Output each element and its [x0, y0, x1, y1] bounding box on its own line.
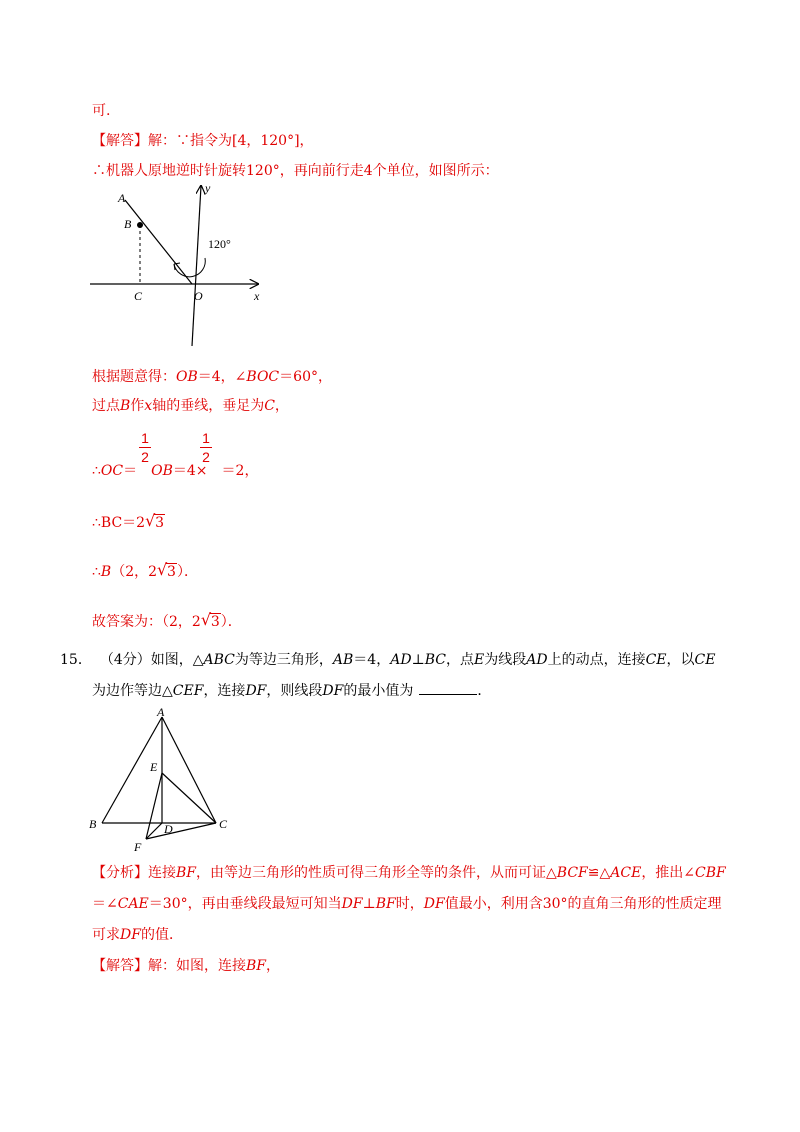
label-x: x	[254, 289, 260, 303]
segment-ac	[162, 717, 216, 823]
label-c: C	[219, 817, 228, 831]
text-line-1	[92, 100, 110, 120]
segment-fc	[146, 823, 216, 839]
text: （4分）如图，△	[99, 652, 204, 668]
fraction-numerator: 1	[202, 430, 210, 446]
text: AD	[526, 652, 548, 668]
text: ，以	[666, 652, 695, 668]
text: 可求	[92, 927, 120, 943]
text: C	[264, 398, 275, 414]
segment-ef	[146, 773, 162, 839]
text: B	[100, 564, 112, 580]
fraction-denominator: 2	[202, 449, 210, 465]
question-15-line-2	[92, 680, 491, 700]
text: AB	[332, 652, 354, 668]
analysis-line-3	[92, 924, 183, 944]
text: 时，	[395, 896, 424, 912]
text: 过点	[92, 398, 120, 414]
text: ）．	[220, 614, 242, 630]
label-f: F	[134, 840, 142, 854]
point-b	[137, 222, 143, 228]
text: 上的动点，连接	[547, 652, 646, 668]
text: ＝	[123, 463, 138, 479]
text-line-2	[92, 130, 314, 150]
label-a: A	[157, 705, 165, 719]
text: ，连接	[203, 683, 246, 699]
text: BC	[424, 652, 446, 668]
text-line-5	[92, 395, 289, 415]
text: OB	[151, 463, 173, 479]
text: OB	[176, 369, 198, 385]
text: 的值．	[140, 927, 183, 943]
text: 【分析】连接	[92, 865, 176, 881]
segment-ec	[162, 773, 216, 823]
question-15-line-1	[60, 649, 715, 669]
text: ⊥	[362, 896, 376, 912]
text: ACE	[610, 865, 642, 881]
text: ，	[266, 958, 281, 974]
text: BOC	[246, 369, 280, 385]
label-y: y	[205, 181, 211, 195]
text: ∴	[92, 564, 101, 580]
text-line-6	[92, 460, 258, 480]
fraction-denominator: 2	[141, 449, 149, 465]
text: 的最小值为	[343, 683, 414, 699]
label-angle: 120°	[208, 237, 231, 251]
label-b: B	[124, 217, 132, 231]
text: DF	[322, 683, 344, 699]
text: ＝60°，	[279, 369, 332, 385]
text: 根据题意得：	[92, 369, 176, 385]
text: ＝30°，再由垂线段最短可知当	[148, 896, 342, 912]
sqrt-value: 3	[210, 614, 220, 630]
text: DF	[245, 683, 267, 699]
analysis-line-1	[92, 862, 726, 882]
label-o: O	[194, 289, 203, 303]
text: CEF	[172, 683, 204, 699]
text: ∴机器人原地逆时针旋转120°，再向前行走4个单位，如图所示：	[92, 163, 499, 179]
text: 为等边三角形，	[234, 652, 333, 668]
analysis-line-2	[92, 893, 722, 913]
sqrt-symbol: √ 3	[200, 610, 220, 630]
text: 为线段	[484, 652, 527, 668]
sqrt-value: 3	[167, 564, 176, 580]
text-line-4	[92, 366, 332, 386]
ray-oa	[125, 200, 192, 284]
text: ，点	[446, 652, 474, 668]
text: ≌△	[587, 865, 611, 881]
text: ，由等边三角形的性质可得三角形全等的条件，从而可证△	[196, 865, 557, 881]
text: BF	[246, 958, 267, 974]
y-axis	[192, 186, 201, 346]
text: ABC	[203, 652, 235, 668]
text: ∴	[92, 463, 101, 479]
label-e: E	[150, 760, 158, 774]
text: 轴的垂线，垂足为	[152, 398, 265, 414]
text: E	[474, 652, 485, 668]
text: ＝4，	[353, 652, 391, 668]
text: AD	[390, 652, 412, 668]
text: 作	[130, 398, 145, 414]
text-line-3	[92, 160, 499, 180]
text: （2，2	[111, 564, 158, 580]
text: B	[120, 398, 131, 414]
text-line-9	[92, 611, 242, 631]
text: ＝2，	[221, 463, 259, 479]
label-b: B	[89, 817, 97, 831]
text: CE	[694, 652, 716, 668]
text: ．	[477, 683, 492, 699]
answer-blank[interactable]	[419, 682, 477, 695]
label-d: D	[164, 822, 173, 836]
text: ＝4，∠	[197, 369, 247, 385]
text: CE	[645, 652, 667, 668]
text: 【解答】解：如图，连接	[92, 958, 246, 974]
text: BF	[176, 865, 197, 881]
text: CAE	[117, 896, 149, 912]
text-line-8	[92, 561, 198, 581]
text: ，	[274, 398, 289, 414]
text: ）．	[176, 564, 198, 580]
text: CBF	[695, 865, 726, 881]
label-c: C	[134, 289, 143, 303]
coordinate-figure	[88, 178, 273, 350]
analysis-line-4	[92, 955, 280, 975]
text: ∴BC＝2	[92, 515, 146, 531]
label-a: A	[118, 191, 126, 205]
text: OC	[100, 463, 124, 479]
sqrt-symbol: √ 3	[145, 511, 164, 531]
text: ＝4×	[172, 463, 208, 479]
text: 可.	[92, 103, 111, 119]
text: BF	[375, 896, 396, 912]
text: 值最小，利用含30°的直角三角形的性质定理	[444, 896, 722, 912]
sqrt-symbol: √ 3	[157, 560, 176, 580]
fraction-numerator: 1	[141, 430, 149, 446]
text: 【解答】解：∵指令为[4，120°]，	[92, 133, 314, 149]
text-line-7	[92, 512, 165, 532]
question-number: 15．	[60, 652, 92, 668]
text: 故答案为：（2，2	[92, 614, 201, 630]
text: DF	[423, 896, 445, 912]
text: x	[144, 398, 153, 414]
triangle-figure	[86, 705, 236, 855]
sqrt-value: 3	[155, 515, 164, 531]
text: BCF	[556, 865, 588, 881]
text: DF	[120, 927, 141, 943]
text: ，则线段	[266, 683, 323, 699]
text: 为边作等边△	[92, 683, 173, 699]
text: ⊥	[411, 652, 425, 668]
text: ＝∠	[92, 896, 118, 912]
text: DF	[341, 896, 363, 912]
text: ，推出∠	[641, 865, 696, 881]
